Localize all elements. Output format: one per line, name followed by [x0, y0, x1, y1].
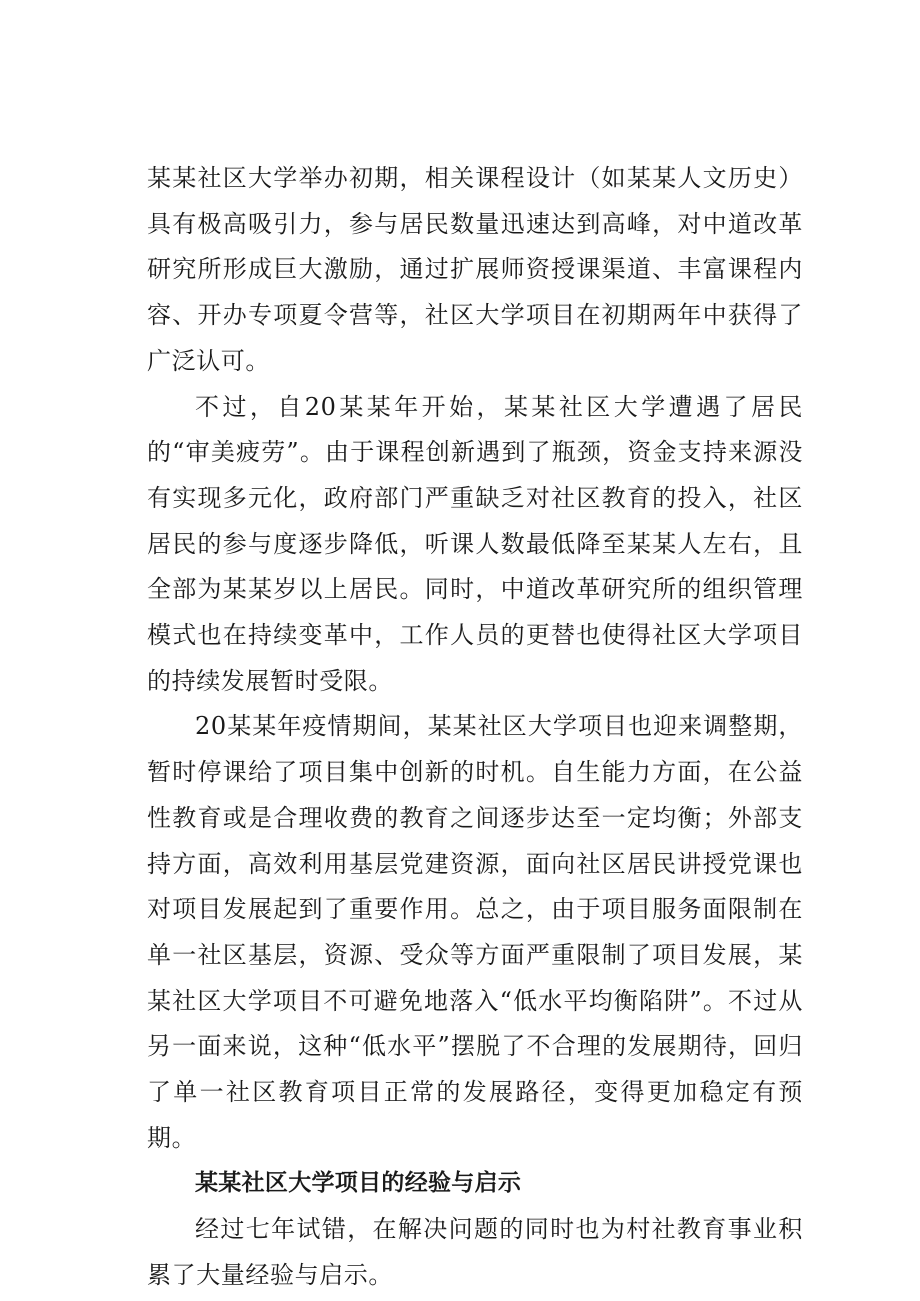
paragraph-1: 某某社区大学举办初期，相关课程设计（如某某人文历史）具有极高吸引力，参与居民数量迅速达到高峰，对中道改革研究所形成巨大激励，通过扩展师资授课渠道、丰富课程内容、开办专项夏令营等，社区大学项目在初期两年中获得了广泛认可。: [147, 164, 803, 375]
paragraph-3: 20某某年疫情期间，某某社区大学项目也迎来调整期，暂时停课给了项目集中创新的时机。自生能力方面，在公益性教育或是合理收费的教育之间逐步达至一定均衡；外部支持方面，高效利用基层党建资源，面向社区居民讲授党课也对项目发展起到了重要作用。总之，由于项目服务面限制在单一社区基层，资源、受众等方面严重限制了项目发展，某某社区大学项目不可避免地落入“低水平均衡陷阱”。不过从另一面来说，这种“低水平”摆脱了不合理的发展期待，回归了单一社区教育项目正常的发展路径，变得更加稳定有预期。: [147, 712, 803, 1152]
paragraph-2: 不过，自20某某年开始，某某社区大学遭遇了居民的“审美疲劳”。由于课程创新遇到了瓶颈，资金支持来源没有实现多元化，政府部门严重缺乏对社区教育的投入，社区居民的参与度逐步降低，听课人数最低降至某某人左右，且全部为某某岁以上居民。同时，中道改革研究所的组织管理模式也在持续变革中，工作人员的更替也使得社区大学项目的持续发展暂时受限。: [147, 392, 803, 695]
paragraph-4: 经过七年试错，在解决问题的同时也为村社教育事业积累了大量经验与启示。: [147, 1215, 803, 1289]
section-heading: 某某社区大学项目的经验与启示: [195, 1170, 522, 1197]
document-body: [147, 156, 803, 1299]
